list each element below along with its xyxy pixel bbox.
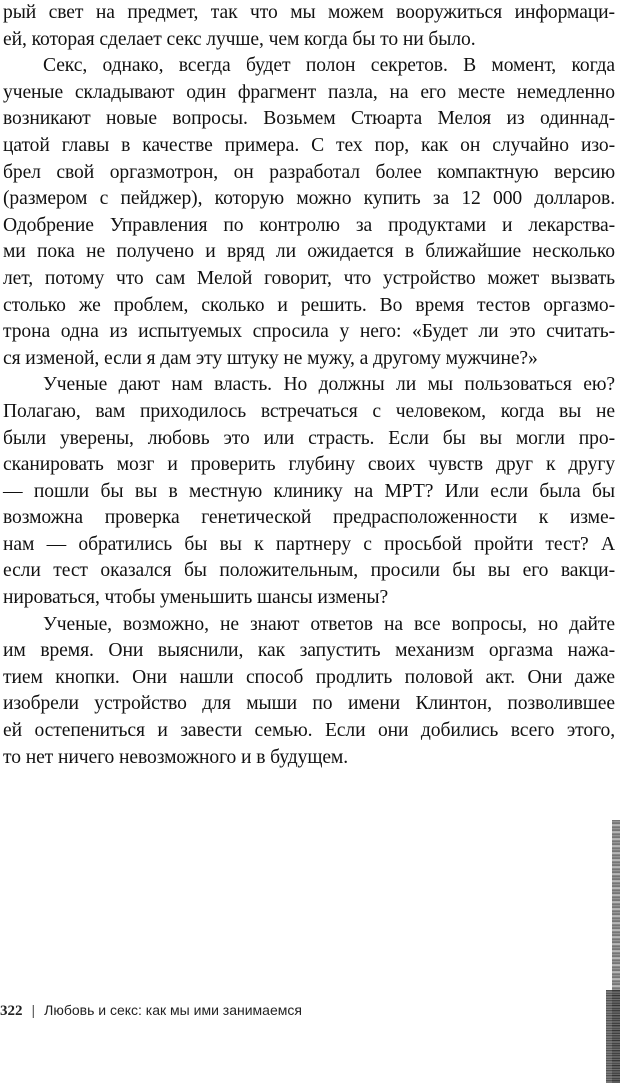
text-line: нироваться, чтобы уменьшить шансы измены? [3,587,389,609]
text-line: Секс, однако, всегда будет полон секретов. В момент, когда [43,55,615,77]
text-line: Одобрение Управления по контролю за продуктами и лекарства- [3,214,615,236]
text-line: сканировать мозг и проверить глубину своих чувств друг к другу [3,454,615,476]
text-line: цатой главы в качестве примера. С тех пор, как он случайно изо- [3,134,615,156]
text-line: ей остепениться и завести семью. Если они добились всего этого, [3,720,615,742]
text-line: если тест оказался бы положительным, просили бы вы его вакци- [3,560,615,582]
body-text [3,0,615,771]
text-line: трона одна из испытуемых спросила у него: «Будет ли это считать- [3,321,615,343]
text-line: лет, потому что сам Мелой говорит, что устройство может вызвать [3,267,615,289]
text-line: то нет ничего невозможного и в будущем. [3,746,349,768]
text-line: ми пока не получено и вряд ли ожидается в ближайшие несколько [3,241,615,263]
text-line: возможна проверка генетической предрасположенности к изме- [3,507,615,529]
text-line: им время. Они выяснили, как запустить механизм оргазма нажа- [3,640,615,662]
text-line: (размером с пейджер), которую можно купить за 12 000 долларов. [3,188,615,210]
text-line: ся изменой, если я дам эту штуку не мужу, а другому мужчине?» [3,347,538,369]
scan-edge-artifact [606,990,620,1083]
text-line: столько же проблем, сколько и решить. Во время тестов оргазмо- [3,294,615,316]
text-line: ей, которая сделает секс лучше, чем когда бы то ни было. [3,28,476,50]
text-line: тием кнопки. Они нашли способ продлить половой акт. Они даже [3,666,615,688]
running-title: Любовь и секс: как мы ими занимаемся [44,1002,302,1018]
page-footer [0,1002,302,1020]
text-line: ученые складывают один фрагмент пазла, на его месте немедленно [3,81,615,103]
text-line: Полагаю, вам приходилось встречаться с человеком, когда вы не [3,400,615,422]
text-line: были уверены, любовь это или страсть. Если бы вы могли про- [3,427,615,449]
page-number: 322 [0,1003,23,1019]
text-line: изобрели устройство для мыши по имени Клинтон, позволившее [3,693,615,715]
text-line: нам — обратились бы вы к партнеру с просьбой пройти тест? А [3,533,615,555]
text-line: Ученые, возможно, не знают ответов на все вопросы, но дайте [43,613,615,635]
text-line: Ученые дают нам власть. Но должны ли мы пользоваться ею? [43,374,615,396]
footer-separator: | [31,1002,36,1018]
text-line: — пошли бы вы в местную клинику на МРТ? Или если была бы [3,480,615,502]
text-line: возникают новые вопросы. Возьмем Стюарта Мелоя из одиннад- [3,108,615,130]
text-line: брел свой оргазмотрон, он разработал более компактную версию [3,161,615,183]
text-line: рый свет на предмет, так что мы можем вооружиться информаци- [3,2,615,23]
